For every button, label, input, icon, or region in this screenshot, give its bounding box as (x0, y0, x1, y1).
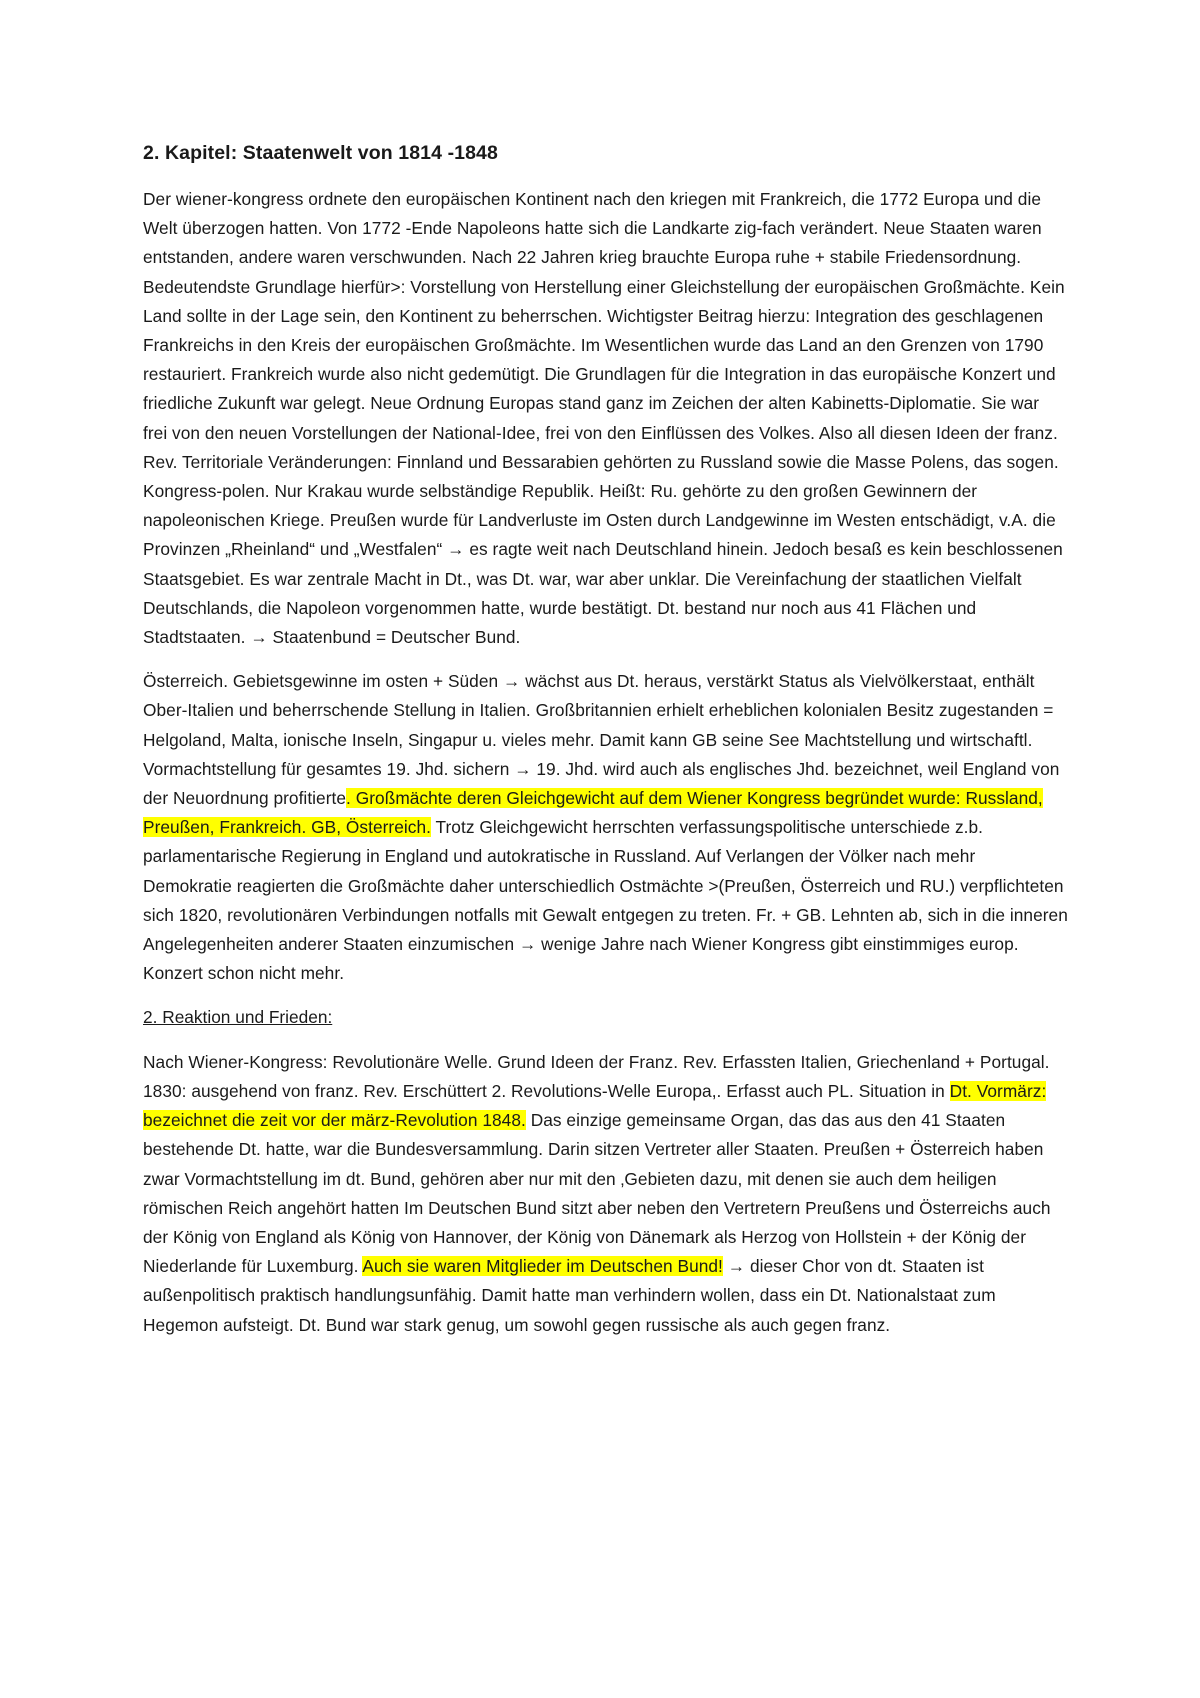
paragraph-text: Österreich. Gebietsgewinne im osten + Süden → wächst aus Dt. heraus, verstärkt Status als Vielvölkerstaat, enthält Ober-Italien und beherrschende Stellung in Italien. Großbritannien erhielt erheblichen kolonialen Besitz zugestanden = Helgoland, Malta, ionische Inseln, Singapur u. vieles mehr. Damit kann GB seine See Machtstellung und wirtschaftl. Vormachtstellung für gesamtes 19. Jhd. sichern → 19. Jhd. wird auch als englisches Jhd. bezeichnet, weil England von der Neuordnung profitierte (143, 671, 1060, 809)
paragraph-text: Nach Wiener-Kongress: Revolutionäre Welle. Grund Ideen der Franz. Rev. Erfassten Italien, Griechenland + Portugal. 1830: ausgehend von franz. Rev. Erschüttert 2. Revolutions-Welle Europa,. Erfasst auch PL. Situation in (143, 1051, 1050, 1101)
paragraph-text: Trotz Gleichgewicht herrschten verfassungspolitische unterschiede z.b. parlamentarische Regierung in England und autokratische in Russland. Auf Verlangen der Völker nach mehr Demokratie reagierten die Großmächte daher unterschiedlich Ostmächte >(Preußen, Österreich und RU.) verpflichteten sich 1820, revolutionären Verbindungen notfalls mit Gewalt entgegen zu treten. Fr. + GB. Lehnten ab, sich in die inneren Angelegenheiten anderer Staaten einzumischen → wenige Jahre nach Wiener Kongress gibt einstimmiges europ. Konzert schon nicht mehr. (143, 817, 1068, 984)
section-heading-reaction: 2. Reaktion und Frieden: (143, 1007, 333, 1028)
chapter-title: 2. Kapitel: Staatenwelt von 1814 -1848 (143, 142, 498, 164)
paragraph-text: → dieser Chor von dt. Staaten ist außenpolitisch praktisch handlungsunfähig. Damit hatte man verhindern wollen, dass ein Dt. Nationalstaat zum Hegemon aufsteigt. Dt. Bund war stark genug, um sowohl gegen russische als auch gegen franz. (143, 1256, 996, 1335)
paragraph-austria-britain (143, 667, 1068, 988)
paragraph-vienna-congress: Der wiener-kongress ordnete den europäischen Kontinent nach den kriegen mit Frankreich, die 1772 Europa und die Welt überzogen hatten. Von 1772 -Ende Napoleons hatte sich die Landkarte zig-fach verändert. Neue Staaten waren entstanden, andere waren verschwunden. Nach 22 Jahren krieg brauchte Europa ruhe + stabile Friedensordnung. Bedeutendste Grundlage hierfür>: Vorstellung von Herstellung einer Gleichstellung der europäischen Großmächte. Kein Land sollte in der Lage sein, den Kontinent zu beherrschen. Wichtigster Beitrag hierzu: Integration des geschlagenen Frankreichs in den Kreis der europäischen Großmächte. Im Wesentlichen wurde das Land an den Grenzen von 1790 restauriert. Frankreich wurde also nicht gedemütigt. Die Grundlagen für die Integration in das europäische Konzert und friedliche Zukunft war gelegt. Neue Ordnung Europas stand ganz im Zeichen der alten Kabinetts-Diplomatie. Sie war frei von den neuen Vorstellungen der National-Idee, frei von den Einflüssen des Volkes. Also all diesen Ideen der franz. Rev. Territoriale Veränderungen: Finnland und Bessarabien gehörten zu Russland sowie die Masse Polens, das sogen. Kongress-polen. Nur Krakau wurde selbständige Republik. Heißt: Ru. gehörte zu den großen Gewinnern der napoleonischen Kriege. Preußen wurde für Landverluste im Osten durch Landgewinne im Westen entschädigt, v.A. die Provinzen „Rheinland“ und „Westfalen“ → es ragte weit nach Deutschland hinein. Jedoch besaß es kein beschlossenen Staatsgebiet. Es war zentrale Macht in Dt., was Dt. war, war aber unklar. Die Vereinfachung der staatlichen Vielfalt Deutschlands, die Napoleon vorgenommen hatte, wurde bestätigt. Dt. bestand nur noch aus 41 Flächen und Stadtstaaten. → Staatenbund = Deutscher Bund. (143, 189, 1065, 648)
highlighted-text: Dt. Vormärz: bezeichnet die zeit vor der märz-Revolution 1848. (143, 1080, 1047, 1131)
paragraph-text: Das einzige gemeinsame Organ, das das aus den 41 Staaten bestehende Dt. hatte, war die Bundesversammlung. Darin sitzen Vertreter aller Staaten. Preußen + Österreich haben zwar Vormachtstellung im dt. Bund, gehören aber nur mit den ‚Gebieten dazu, mit denen sie auch dem heiligen römischen Reich angehört hatten Im Deutschen Bund sitzt aber neben den Vertretern Preußens und Österreichs auch der König von England als König von Hannover, der König von Dänemark als Herzog von Hollstein + der König der Niederlande für Luxemburg. (143, 1110, 1051, 1277)
highlighted-text: Auch sie waren Mitglieder im Deutschen Bund! (362, 1256, 723, 1277)
highlighted-text: . Großmächte deren Gleichgewicht auf dem Wiener Kongress begründet wurde: Russland, Preußen, Frankreich. GB, Österreich. (143, 788, 1043, 838)
paragraph-revolution-wave (143, 1048, 1068, 1340)
document-page (143, 140, 1068, 1355)
